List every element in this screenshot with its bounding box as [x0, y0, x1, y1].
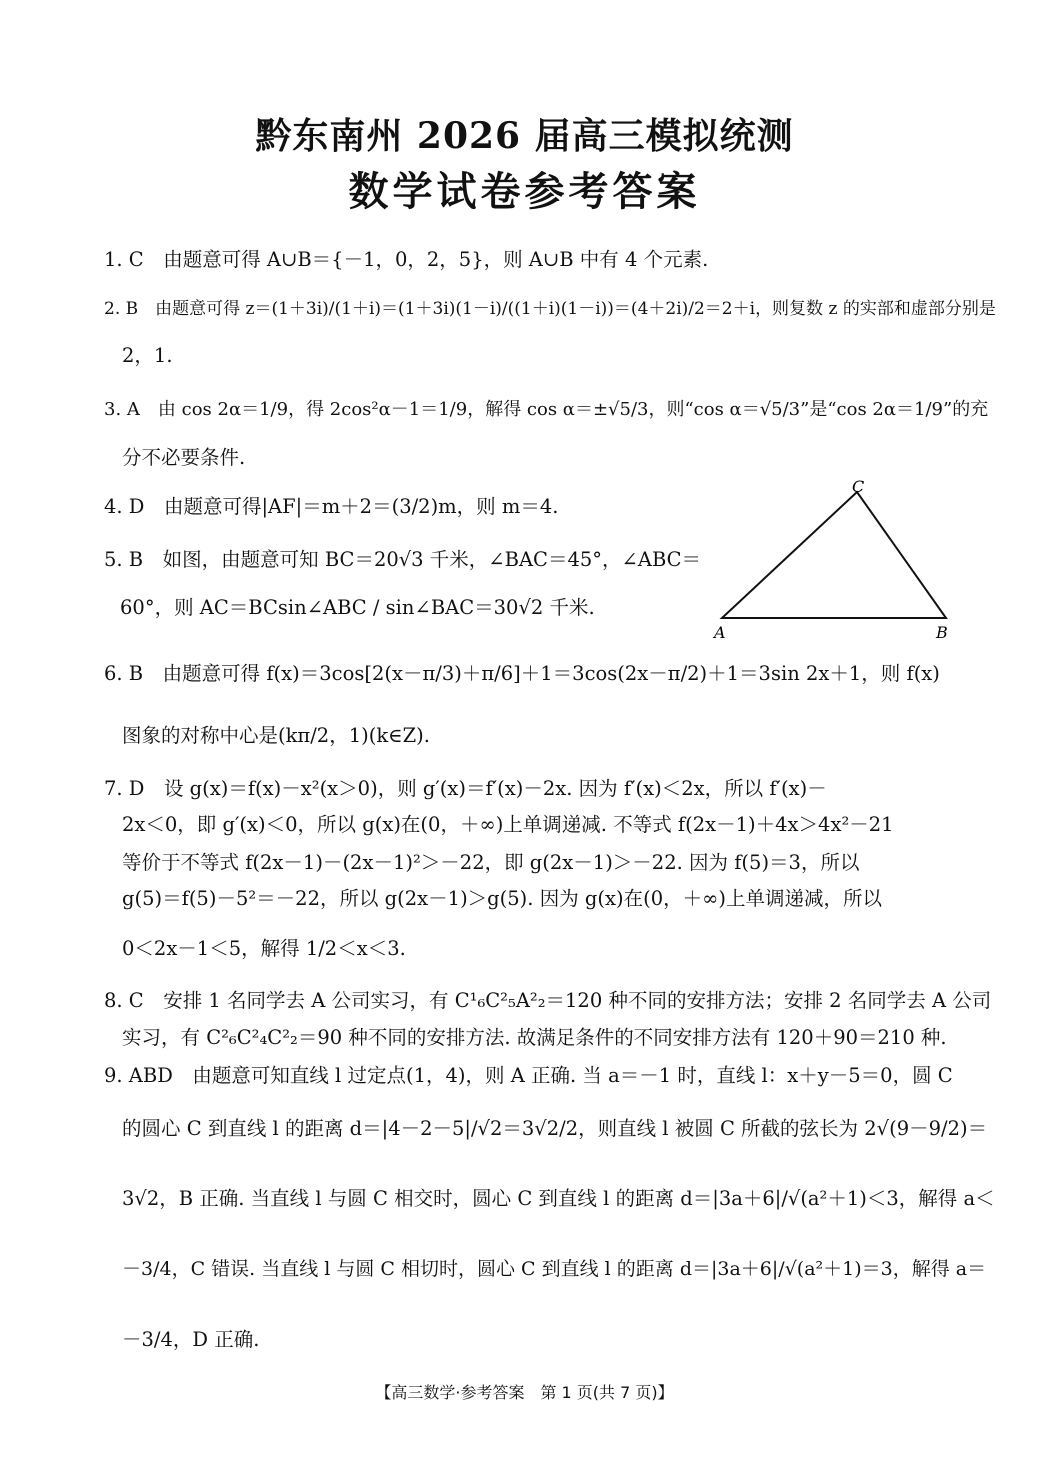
answer-7: 7. D 设 g(x)＝f(x)－x²(x＞0)，则 g′(x)＝f′(x)－2x. 因为 f′(x)＜2x，所以 f′(x)－: [104, 777, 827, 800]
vertex-label-c: C: [852, 477, 865, 496]
page-title-line1: 黔东南州 2026 届高三模拟统测: [255, 115, 794, 157]
page-footer: 【高三数学·参考答案 第 1 页(共 7 页)】: [375, 1383, 674, 1402]
answer-6: 6. B 由题意可得 f(x)＝3cos[2(x－π/3)＋π/6]＋1＝3cos(2x－π/2)＋1＝3sin 2x＋1，则 f(x): [104, 662, 940, 685]
answer-7-cont-4: 0＜2x－1＜5，解得 1/2＜x＜3.: [122, 937, 406, 960]
triangle-figure: [712, 478, 972, 648]
answer-9-cont-4: －3/4，D 正确.: [122, 1328, 260, 1351]
answer-2: 2. B 由题意可得 z＝(1＋3i)/(1＋i)＝(1＋3i)(1－i)/((1＋i)(1－i))＝(4＋2i)/2＝2＋i，则复数 z 的实部和虚部分别是: [104, 299, 996, 319]
answer-9-cont-3: －3/4，C 错误. 当直线 l 与圆 C 相切时，圆心 C 到直线 l 的距离 d＝|3a＋6|/√(a²＋1)＝3，解得 a＝: [122, 1258, 987, 1280]
answer-3: 3. A 由 cos 2α＝1/9，得 2cos²α－1＝1/9，解得 cos α＝±√5/3，则“cos α＝√5/3”是“cos 2α＝1/9”的充: [104, 399, 989, 420]
vertex-label-a: A: [714, 623, 726, 642]
answer-5-cont: 60°，则 AC＝BCsin∠ABC / sin∠BAC＝30√2 千米.: [120, 596, 595, 619]
page-title-line2: 数学试卷参考答案: [348, 168, 701, 215]
answer-9-cont-1: 的圆心 C 到直线 l 的距离 d＝|4－2－5|/√2＝3√2/2，则直线 l 被圆 C 所截的弦长为 2√(9－9/2)＝: [122, 1117, 988, 1140]
answer-8-cont: 实习，有 C²₆C²₄C²₂＝90 种不同的安排方法. 故满足条件的不同安排方法有 120＋90＝210 种.: [122, 1026, 947, 1049]
answer-3-cont: 分不必要条件.: [122, 446, 246, 469]
answer-7-cont-1: 2x＜0，即 g′(x)＜0，所以 g(x)在(0，＋∞)上单调递减. 不等式 f(2x－1)＋4x＞4x²－21: [122, 813, 894, 836]
answer-6-cont: 图象的对称中心是(kπ/2，1)(k∈Z).: [122, 724, 430, 747]
answer-4: 4. D 由题意可得|AF|＝m＋2＝(3/2)m，则 m＝4.: [104, 495, 559, 518]
answer-7-cont-3: g(5)＝f(5)－5²＝－22，所以 g(2x－1)＞g(5). 因为 g(x)在(0，＋∞)上单调递减，所以: [122, 887, 882, 910]
answer-1: 1. C 由题意可得 A∪B＝{－1，0，2，5}，则 A∪B 中有 4 个元素.: [104, 248, 709, 271]
vertex-label-b: B: [936, 623, 948, 642]
triangle-abc: [722, 492, 946, 618]
answer-9: 9. ABD 由题意可知直线 l 过定点(1，4)，则 A 正确. 当 a＝－1 时，直线 l：x＋y－5＝0，圆 C: [104, 1064, 953, 1087]
answer-2-cont: 2，1.: [122, 344, 173, 367]
answer-5: 5. B 如图，由题意可知 BC＝20√3 千米，∠BAC＝45°，∠ABC＝: [104, 548, 702, 571]
answer-8: 8. C 安排 1 名同学去 A 公司实习，有 C¹₆C²₅A²₂＝120 种不同的安排方法；安排 2 名同学去 A 公司: [104, 989, 992, 1012]
answer-9-cont-2: 3√2，B 正确. 当直线 l 与圆 C 相交时，圆心 C 到直线 l 的距离 d＝|3a＋6|/√(a²＋1)＜3，解得 a＜: [122, 1187, 995, 1210]
answer-7-cont-2: 等价于不等式 f(2x－1)－(2x－1)²＞－22，即 g(2x－1)＞－22. 因为 f(5)＝3，所以: [122, 851, 860, 874]
